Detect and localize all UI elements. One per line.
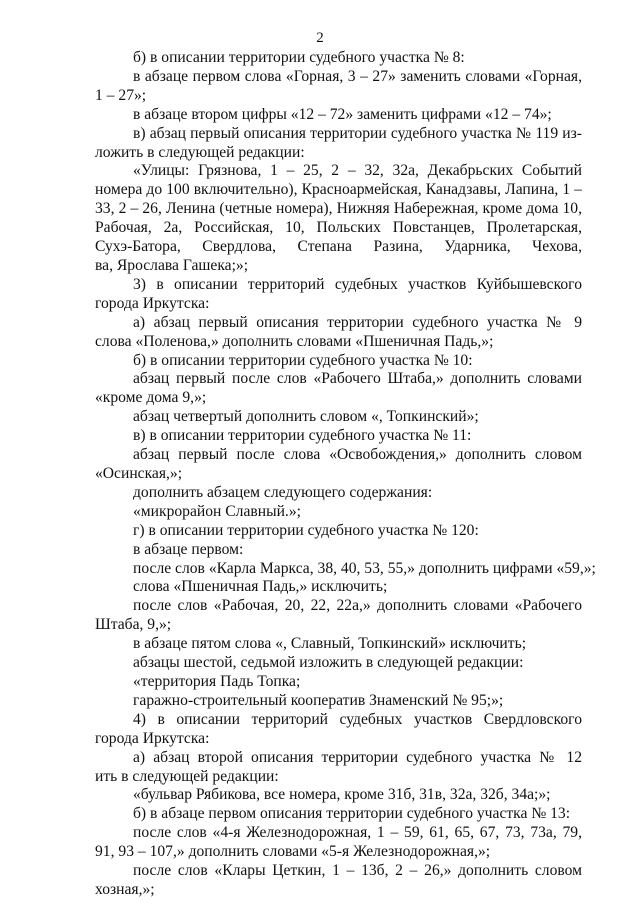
- text-line: а) абзац первый описания территории судебного участка № 9: [133, 313, 582, 331]
- text-line: абзац первый после слов «Рабочего Штаба,» дополнить словами: [133, 370, 582, 388]
- text-line: номера до 100 включительно), Красноармейская, Канадзавы, Лапина, 1 –: [95, 181, 582, 199]
- text-line: ложить в следующей редакции:: [95, 143, 305, 161]
- text-line: в абзаце втором цифры «12 – 72» заменить цифрами «12 – 74»;: [133, 105, 552, 123]
- text-line: б) в описании территории судебного участка № 10:: [133, 351, 473, 369]
- text-line: 3) в описании территорий судебных участков Куйбышевского: [133, 275, 582, 293]
- text-line: б) в абзаце первом описания территории судебного участка № 13:: [133, 805, 571, 823]
- text-line: абзац первый после слова «Освобождения,» дополнить словом: [133, 446, 582, 464]
- text-line: слова «Поленова,» дополнить словами «Пшеничная Падь,»;: [95, 332, 494, 350]
- text-line: после слов «Клары Цеткин, 1 – 13б, 2 – 26,» дополнить словом: [133, 862, 582, 880]
- text-line: в абзаце пятом слова «, Славный, Топкинский» исключить;: [133, 635, 527, 653]
- text-line: ва, Ярослава Гашека;»;: [95, 257, 249, 274]
- text-line: 91, 93 – 107,» дополнить словами «5-я Железнодорожная,»;: [95, 843, 491, 861]
- text-line: 1 – 27»;: [95, 86, 147, 104]
- text-line: 4) в описании территорий судебных участков Свердловского: [133, 710, 582, 728]
- text-line: гаражно-строительный кооператив Знаменский № 95;»;: [133, 691, 504, 709]
- text-line: г) в описании территории судебного участка № 120:: [133, 521, 479, 539]
- text-line: «Улицы: Грязнова, 1 – 25, 2 – 32, 32а, Декабрьских Событий: [133, 162, 582, 180]
- text-line: абзац четвертый дополнить словом «, Топкинский»;: [133, 408, 479, 426]
- text-line: б) в описании территории судебного участка № 8:: [133, 49, 465, 66]
- page-number: 2: [316, 30, 324, 46]
- text-line: хозная,»;: [95, 881, 155, 898]
- text-line: ить в следующей редакции:: [95, 767, 279, 785]
- text-line: Сухэ-Батора, Свердлова, Степана Разина, Ударника, Чехова,: [95, 238, 582, 256]
- text-line: в абзаце первом слова «Горная, 3 – 27» заменить словами «Горная,: [133, 67, 582, 85]
- text-line: Штаба, 9,»;: [95, 616, 172, 634]
- text-line: после слов «Карла Маркса, 38, 40, 53, 55,» дополнить цифрами «59,»;: [133, 559, 596, 577]
- text-line: города Иркутска:: [95, 729, 210, 747]
- text-line: «Осинская,»;: [95, 465, 183, 482]
- text-line: после слов «Рабочая, 20, 22, 22а,» дополнить словами «Рабочего: [133, 597, 582, 615]
- text-line: после слов «4-я Железнодорожная, 1 – 59, 61, 65, 67, 73, 73а, 79,: [133, 824, 582, 842]
- text-line: 33, 2 – 26, Ленина (четные номера), Нижняя Набережная, кроме дома 10,: [95, 200, 582, 218]
- text-line: «микрорайон Славный.»;: [133, 502, 301, 520]
- text-line: в абзаце первом:: [133, 540, 244, 558]
- text-line: «территория Падь Топка;: [133, 673, 301, 690]
- text-line: в) абзац первый описания территории судебного участка № 119 из-: [133, 124, 582, 142]
- text-line: города Иркутска:: [95, 294, 210, 312]
- text-line: в) в описании территории судебного участка № 11:: [133, 427, 472, 445]
- text-line: абзацы шестой, седьмой изложить в следующей редакции:: [133, 654, 524, 672]
- text-line: «кроме дома 9,»;: [95, 389, 207, 407]
- text-line: Рабочая, 2а, Российская, 10, Польских Повстанцев, Пролетарская,: [95, 219, 582, 237]
- text-line: а) абзац второй описания территории судебного участка № 12: [133, 748, 582, 766]
- text-line: слова «Пшеничная Падь,» исключить;: [133, 578, 388, 596]
- text-line: дополнить абзацем следующего содержания:: [133, 483, 433, 501]
- text-line: «бульвар Рябикова, все номера, кроме 31б, 31в, 32а, 32б, 34а;»;: [133, 786, 551, 804]
